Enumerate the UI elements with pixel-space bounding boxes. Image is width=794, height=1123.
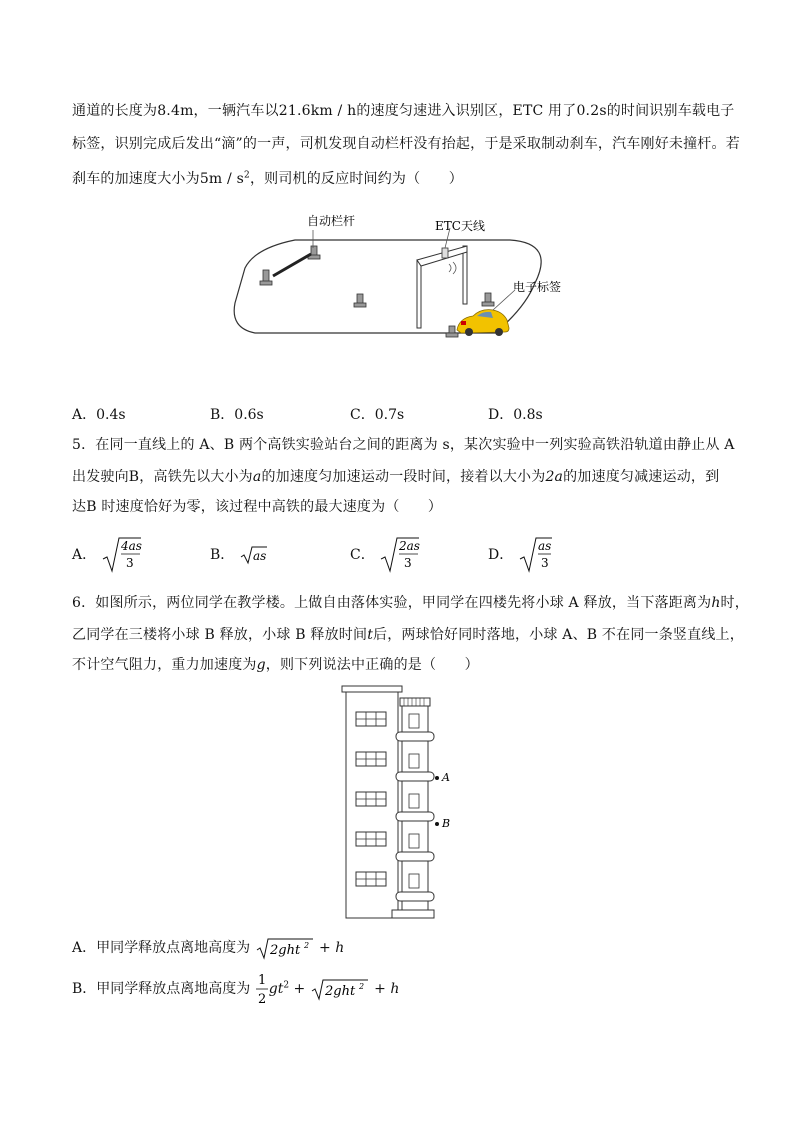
q5-option-a[interactable]: A． 4as 3 xyxy=(72,535,143,575)
q4-option-a[interactable]: A．0.4s xyxy=(72,407,126,423)
q5-a-radical xyxy=(101,535,143,575)
svg-text:2: 2 xyxy=(303,941,309,950)
q6-b-radical xyxy=(310,977,370,1001)
q5-d-radical xyxy=(518,535,554,575)
svg-text:2ght: 2ght xyxy=(324,984,355,999)
q6-line-2: 乙同学在三楼将小球 B 释放，小球 B 释放时间t后，两球恰好同时落地，小球 A、B 不在同一条竖直线上， xyxy=(72,627,744,643)
svg-text:3: 3 xyxy=(404,556,412,570)
svg-text:3: 3 xyxy=(540,556,549,570)
svg-text:4as: 4as xyxy=(120,539,142,553)
etc-figure xyxy=(225,208,562,358)
q5-option-d[interactable]: D． as 3 xyxy=(488,535,554,575)
svg-text:2ght: 2ght xyxy=(269,943,300,958)
q4-line-1: 通道的长度为8.4m，一辆汽车以21.6km / h的速度匀速进入识别区，ETC 用了0.2s的时间识别车载电子 xyxy=(72,103,735,119)
building-figure xyxy=(342,686,454,922)
q6-line-3: 不计空气阻力，重力加速度为g，则下列说法中正确的是（ ） xyxy=(72,657,479,673)
q6-b-fraction xyxy=(255,970,269,1008)
q5-b-radical xyxy=(239,545,269,565)
q4-line-3: 刹车的加速度大小为$5m / s^2$，则司机的反应时间约为（ ） xyxy=(72,170,463,187)
svg-text:as: as xyxy=(537,539,551,553)
q5-line-2: 出发驶向B，高铁先以大小为a的加速度匀加速运动一段时间，接着以大小为2a的加速度匀减速运动，到 xyxy=(72,469,720,485)
q6-option-b[interactable]: B．甲同学释放点离地高度为 1 2 $gt^2$ + 2ght 2 + h xyxy=(72,970,399,1008)
q6-a-radical xyxy=(255,936,315,960)
q5-c-radical xyxy=(379,535,421,575)
ball-a-label: A xyxy=(442,771,450,784)
q4-option-c[interactable]: C．0.7s xyxy=(350,407,405,423)
q4-option-d[interactable]: D．0.8s xyxy=(488,407,543,423)
q6-option-a[interactable]: A．甲同学释放点离地高度为 2ght 2 + h xyxy=(72,936,344,960)
q5-option-c[interactable]: C． 2as 3 xyxy=(350,535,421,575)
q4-option-b[interactable]: B．0.6s xyxy=(210,407,264,423)
svg-text:1: 1 xyxy=(257,973,267,988)
svg-text:3: 3 xyxy=(125,556,134,570)
svg-text:2as: 2as xyxy=(399,539,421,553)
q4-line-2: 标签，识别完成后发出“滴”的一声，司机发现自动栏杆没有抬起，于是采取制动刹车，汽车刚好未撞杆。若 xyxy=(72,136,740,152)
q5-option-b[interactable]: B． as xyxy=(210,544,269,565)
svg-text:as: as xyxy=(252,549,267,563)
label-barrier: 自动栏杆 xyxy=(307,214,356,228)
label-tag: 电子标签 xyxy=(513,280,562,294)
q5-line-1: 5．在同一直线上的 A、B 两个高铁实验站台之间的距离为 s，某次实验中一列实验高铁沿轨道由静止从 A xyxy=(72,437,735,453)
ball-b-label: B xyxy=(442,817,451,830)
svg-text:2: 2 xyxy=(257,992,267,1007)
svg-text:2: 2 xyxy=(358,982,364,991)
q5-line-3: 达B 时速度恰好为零，该过程中高铁的最大速度为（ ） xyxy=(72,499,443,515)
label-antenna: ETC天线 xyxy=(435,219,485,233)
q6-line-1: 6．如图所示，两位同学在教学楼。上做自由落体实验，甲同学在四楼先将小球 A 释放，当下落距离为h时， xyxy=(72,595,749,611)
